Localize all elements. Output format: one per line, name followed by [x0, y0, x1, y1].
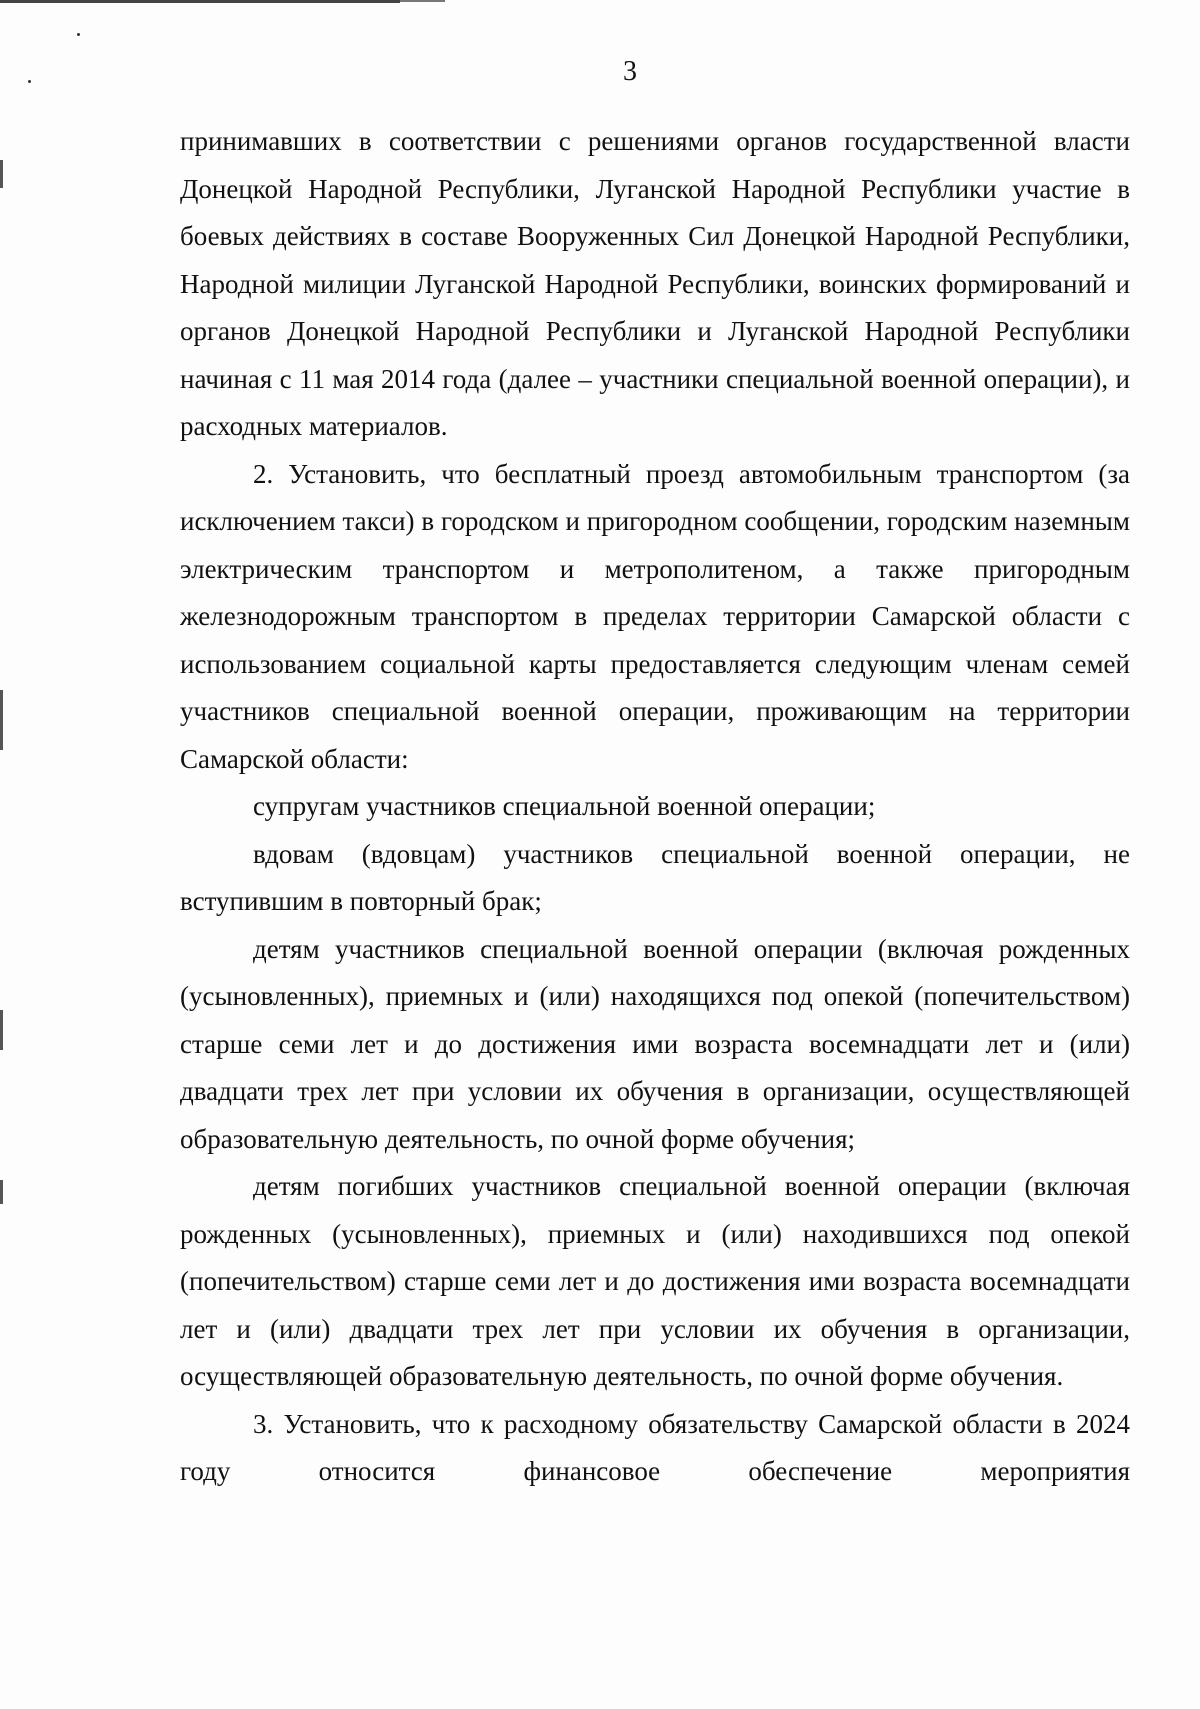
- paragraph-spouses: супругам участников специальной военной операции;: [253, 791, 876, 821]
- scan-edge-line: [400, 0, 445, 2]
- scan-edge-mark: [0, 690, 3, 750]
- paragraph-children: детям участников специальной военной операции (включая рожденных (усыновленных), приемных и (или) находящихся под опекой (попечительством) старше семи лет и до достижения ими возраста восемнадцати лет и (или) двадцати трех лет при условии их обучения в организации, осуществляющей образовательную деятельность, по очной форме обучения;: [180, 933, 1130, 1154]
- scan-speck: [77, 33, 80, 36]
- page-number: 3: [623, 56, 637, 87]
- scan-edge-line: [0, 0, 400, 3]
- paragraph-widows: вдовам (вдовцам) участников специальной военной операции, не вступившим в повторный брак;: [180, 838, 1130, 916]
- paragraph-item-3: 3. Установить, что к расходному обязательству Самарской области в 2024 году относится финансовое обеспечение мероприятия: [180, 1408, 1130, 1486]
- scan-speck: [28, 80, 31, 83]
- scan-edge-mark: [0, 1180, 3, 1204]
- document-body: [180, 118, 1130, 1496]
- scan-edge-mark: [0, 160, 3, 188]
- paragraph-item-2: 2. Установить, что бесплатный проезд автомобильным транспортом (за исключением такси) в городском и пригородном сообщении, городским наземным электрическим транспортом и метрополитеном, а также пригородным железнодорожным транспортом в пределах территории Самарской области с использованием социальной карты предоставляется следующим членам семей участников специальной военной операции, проживающим на территории Самарской области:: [180, 458, 1130, 774]
- paragraph-children-deceased: детям погибших участников специальной военной операции (включая рожденных (усыновленных), приемных и (или) находившихся под опекой (попечительством) старше семи лет и до достижения ими возраста восемнадцати лет и (или) двадцати трех лет при условии их обучения в организации, осуществляющей образовательную деятельность, по очной форме обучения.: [180, 1171, 1130, 1391]
- scan-edge-mark: [0, 1010, 3, 1050]
- paragraph-continuation: принимавших в соответствии с решениями органов государственной власти Донецкой Народной Республики, Луганской Народной Республики участие в боевых действиях в составе Вооруженных Сил Донецкой Народной Республики, Народной милиции Луганской Народной Республики, воинских формирований и органов Донецкой Народной Республики и Луганской Народной Республики начиная с 11 мая 2014 года (далее – участники специальной военной операции), и расходных материалов.: [180, 126, 1130, 441]
